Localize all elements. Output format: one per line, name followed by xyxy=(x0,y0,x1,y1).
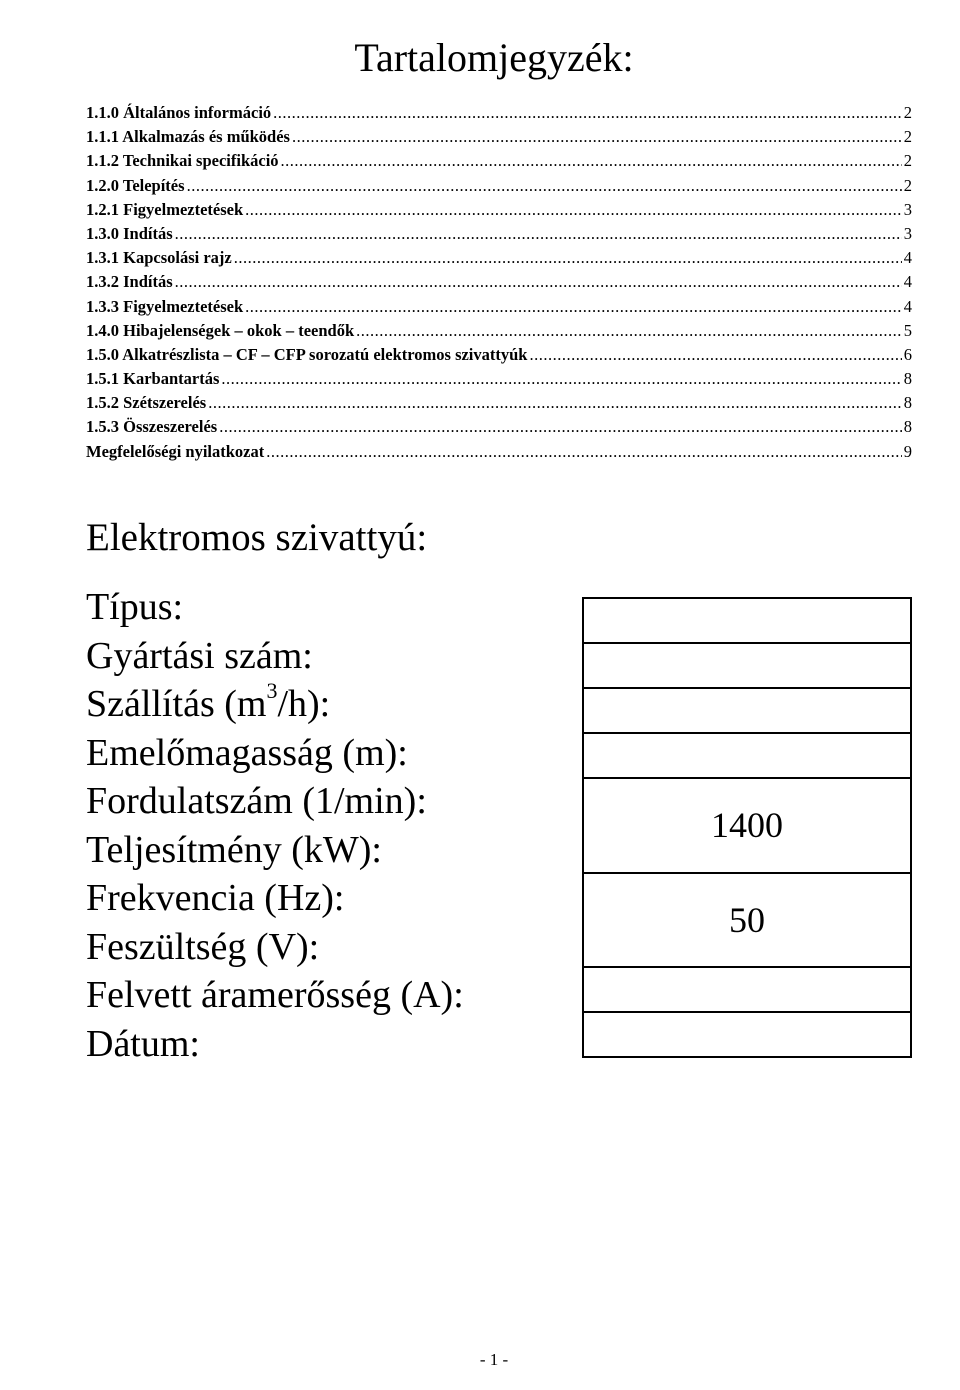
toc-entry-title: 1.3.3 Figyelmeztetések xyxy=(86,296,244,316)
toc-entry[interactable] xyxy=(86,295,912,319)
value-szallitas xyxy=(583,688,911,733)
toc-entry[interactable] xyxy=(86,343,912,367)
toc-entry-title: 1.5.2 Szétszerelés xyxy=(86,393,207,413)
label-fordulatszam: Fordulatszám (1/min): xyxy=(86,780,427,822)
toc-entry[interactable] xyxy=(86,149,912,173)
toc-entry[interactable] xyxy=(86,270,912,294)
label-tipus: Típus: xyxy=(86,586,184,628)
toc-entry-page: 8 xyxy=(903,417,912,437)
table-of-contents xyxy=(86,101,912,464)
toc-entry[interactable] xyxy=(86,246,912,270)
value-emelomagassag xyxy=(583,733,911,778)
toc-entry[interactable] xyxy=(86,222,912,246)
toc-entry-page: 2 xyxy=(903,103,912,122)
page-number: - 1 - xyxy=(479,1350,509,1369)
toc-entry[interactable] xyxy=(86,125,912,149)
toc-entry-page: 5 xyxy=(903,320,912,340)
toc-entry-title: 1.2.0 Telepítés xyxy=(86,175,185,195)
toc-dot-leader xyxy=(175,270,902,294)
toc-entry-title: 1.5.0 Alkatrészlista – CF – CFP sorozatú elektromos szivattyúk xyxy=(86,344,528,364)
toc-entry-title: 1.2.1 Figyelmeztetések xyxy=(86,199,244,219)
toc-entry-title: 1.1.2 Technikai specifikáció xyxy=(86,151,279,171)
toc-dot-leader xyxy=(187,174,902,198)
value-aramerosseg xyxy=(583,967,911,1012)
table-row xyxy=(583,643,911,688)
table-row xyxy=(583,688,911,733)
table-row xyxy=(583,1012,911,1057)
toc-entry-title: Megfelelőségi nyilatkozat xyxy=(86,441,265,461)
table-row xyxy=(583,873,911,967)
toc-dot-leader xyxy=(356,319,902,343)
toc-dot-leader xyxy=(234,246,902,270)
toc-entry-title: 1.4.0 Hibajelenségek – okok – teendők xyxy=(86,320,355,340)
table-row xyxy=(583,778,911,872)
toc-dot-leader xyxy=(266,440,902,464)
toc-dot-leader xyxy=(221,367,901,391)
toc-entry-title: 1.3.0 Indítás xyxy=(86,223,173,243)
label-szallitas-text: Szállítás (m xyxy=(86,683,267,725)
toc-entry-page: 2 xyxy=(903,127,912,147)
table-row xyxy=(583,598,911,643)
label-feszultseg: Feszültség (V): xyxy=(86,925,320,968)
value-gyartasi-szam xyxy=(583,643,911,688)
label-szallitas xyxy=(86,680,464,729)
value-frekvencia-feszultseg: 50 xyxy=(583,873,911,967)
value-datum xyxy=(583,1012,911,1057)
pump-section-heading: Elektromos szivattyú: xyxy=(86,516,428,559)
toc-entry[interactable] xyxy=(86,391,912,415)
toc-entry-title: 1.1.0 Általános információ xyxy=(86,103,272,122)
page-title: Tartalomjegyzék: xyxy=(354,35,634,80)
toc-entry-page: 8 xyxy=(903,369,912,389)
toc-dot-leader xyxy=(281,149,902,173)
toc-entry-page: 8 xyxy=(903,393,912,413)
toc-dot-leader xyxy=(208,391,902,415)
toc-entry-page: 2 xyxy=(903,151,912,171)
table-row xyxy=(583,733,911,778)
toc-entry-title: 1.5.1 Karbantartás xyxy=(86,369,220,389)
toc-entry-title: 1.3.1 Kapcsolási rajz xyxy=(86,248,232,268)
toc-entry[interactable] xyxy=(86,415,912,439)
toc-entry-page: 4 xyxy=(903,272,912,292)
label-teljesitmeny: Teljesítmény (kW): xyxy=(86,828,382,871)
label-aramerosseg: Felvett áramerősség (A): xyxy=(86,974,464,1016)
spec-value-table xyxy=(582,597,912,1058)
label-emelomagassag: Emelőmagasság (m): xyxy=(86,731,408,774)
label-gyartasi-szam: Gyártási szám: xyxy=(86,634,313,677)
toc-entry-page: 9 xyxy=(903,441,912,461)
toc-dot-leader xyxy=(219,415,902,439)
toc-entry[interactable] xyxy=(86,319,912,343)
toc-entry-title: 1.5.3 Összeszerelés xyxy=(86,417,218,437)
toc-entry-page: 4 xyxy=(903,248,912,268)
toc-dot-leader xyxy=(273,101,902,125)
toc-entry[interactable] xyxy=(86,198,912,222)
toc-entry-title: 1.1.1 Alkalmazás és működés xyxy=(86,127,290,147)
table-row xyxy=(583,967,911,1012)
label-datum: Dátum: xyxy=(86,1022,200,1065)
value-tipus xyxy=(583,598,911,643)
toc-entry[interactable] xyxy=(86,367,912,391)
toc-dot-leader xyxy=(245,198,902,222)
toc-entry-page: 4 xyxy=(903,296,912,316)
toc-dot-leader xyxy=(530,343,902,367)
value-fordulatszam-teljesitmeny: 1400 xyxy=(583,778,911,872)
toc-entry[interactable] xyxy=(86,101,912,125)
toc-entry-page: 6 xyxy=(903,344,912,364)
spec-label-list xyxy=(86,583,464,1068)
toc-entry[interactable] xyxy=(86,174,912,198)
toc-dot-leader xyxy=(245,295,902,319)
label-szallitas-unit: /h): xyxy=(277,683,331,725)
toc-dot-leader xyxy=(175,222,902,246)
toc-entry-page: 2 xyxy=(903,175,912,195)
toc-entry-page: 3 xyxy=(903,199,912,219)
toc-entry-title: 1.3.2 Indítás xyxy=(86,272,173,292)
label-szallitas-exponent: 3 xyxy=(266,678,278,703)
toc-entry[interactable] xyxy=(86,440,912,464)
label-frekvencia: Frekvencia (Hz): xyxy=(86,877,345,919)
toc-entry-page: 3 xyxy=(903,223,912,243)
toc-dot-leader xyxy=(292,125,902,149)
